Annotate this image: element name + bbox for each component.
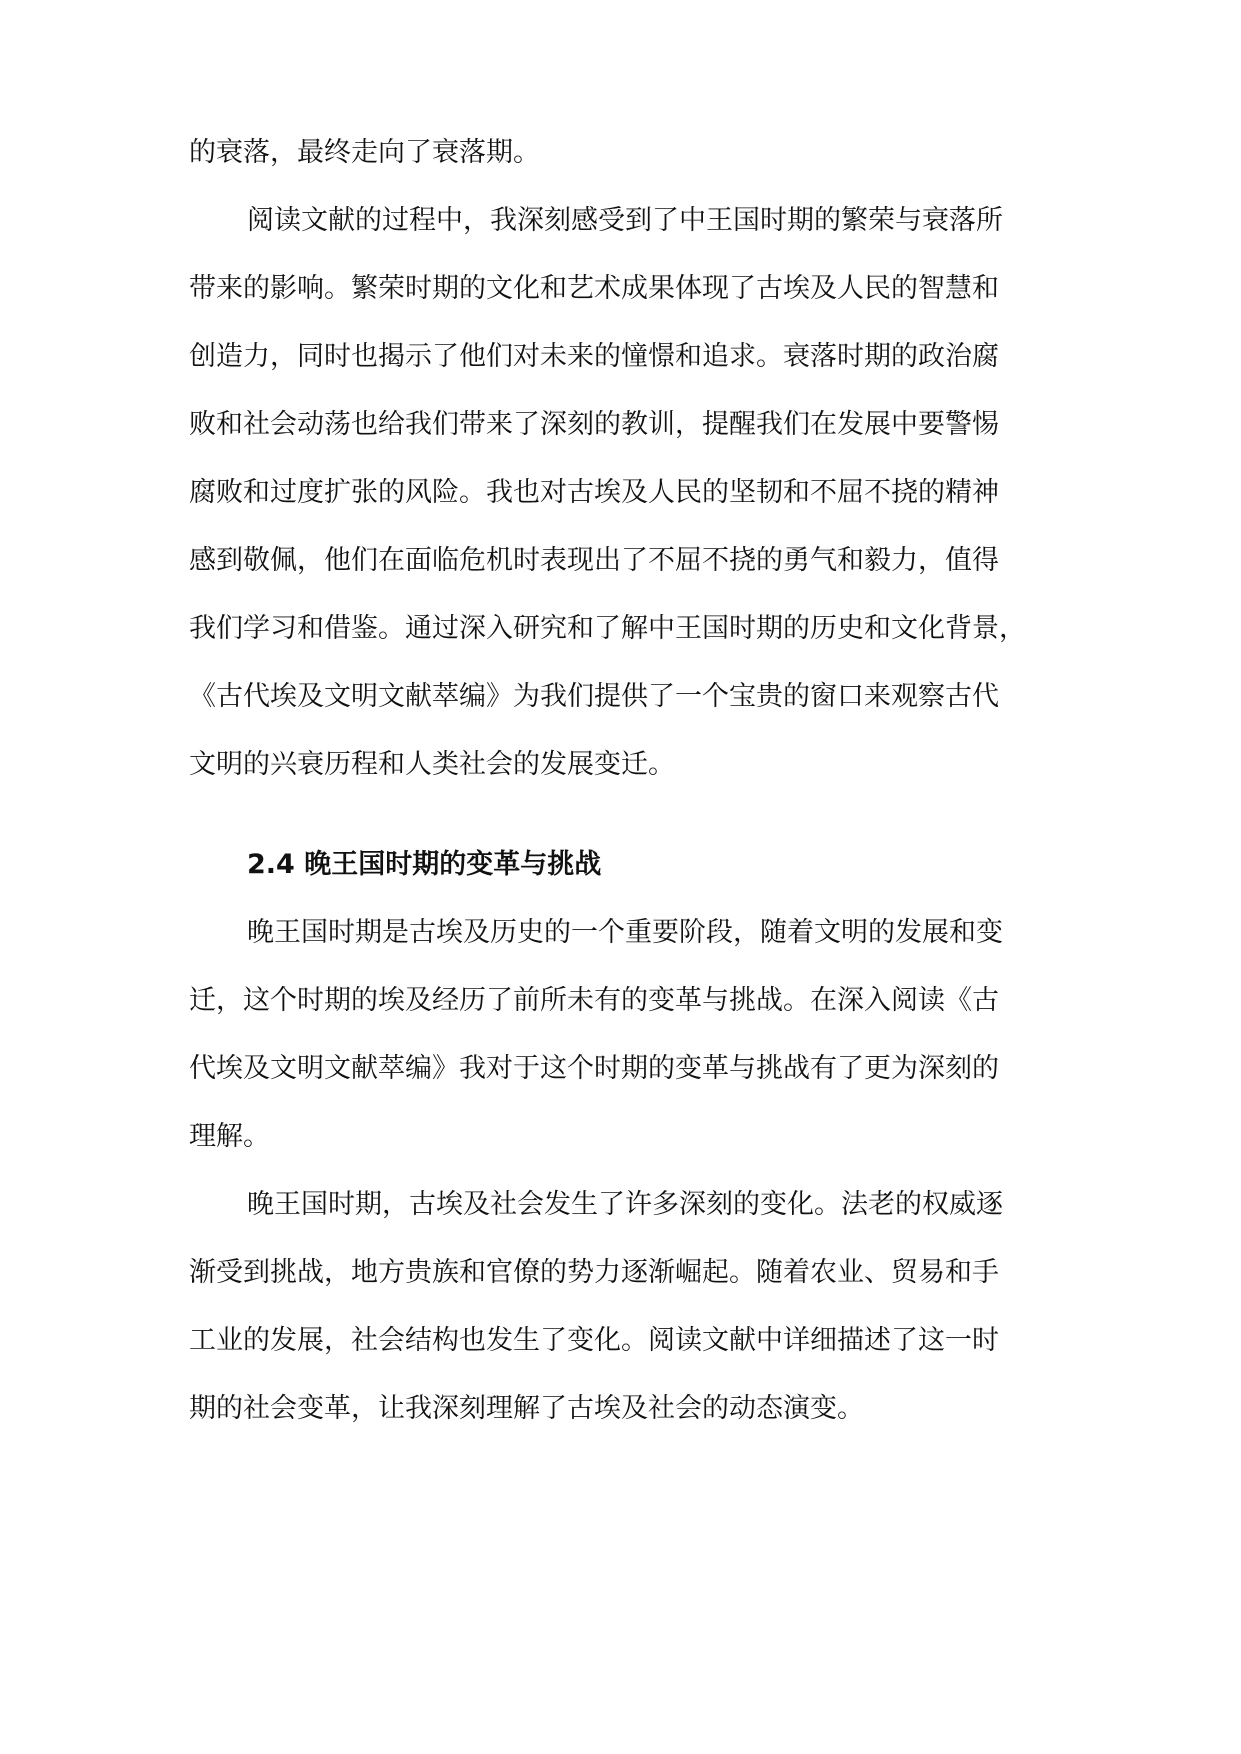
reflection-line-1: 阅读文献的过程中，我深刻感受到了中王国时期的繁荣与衰落所 [247,205,1003,236]
reflection-line-4: 败和社会动荡也给我们带来了深刻的教训，提醒我们在发展中要警惕 [189,409,999,440]
intro-line-1: 晚王国时期是古埃及历史的一个重要阶段，随着文明的发展和变 [247,917,1003,948]
reflection-line-3: 创造力，同时也揭示了他们对未来的憧憬和追求。衰落时期的政治腐 [189,341,999,372]
changes-line-2: 渐受到挑战，地方贵族和官僚的势力逐渐崛起。随着农业、贸易和手 [189,1257,999,1288]
continuation-line: 的衰落，最终走向了衰落期。 [189,137,540,168]
intro-line-2: 迁，这个时期的埃及经历了前所未有的变革与挑战。在深入阅读《古 [189,985,999,1016]
section-heading: 2.4 晚王国时期的变革与挑战 [247,849,602,880]
changes-line-4: 期的社会变革，让我深刻理解了古埃及社会的动态演变。 [189,1393,864,1424]
reflection-line-5: 腐败和过度扩张的风险。我也对古埃及人民的坚韧和不屈不挠的精神 [189,477,999,508]
changes-line-3: 工业的发展，社会结构也发生了变化。阅读文献中详细描述了这一时 [189,1325,999,1356]
intro-line-3: 代埃及文明文献萃编》我对于这个时期的变革与挑战有了更为深刻的 [189,1053,999,1084]
reflection-line-2: 带来的影响。繁荣时期的文化和艺术成果体现了古埃及人民的智慧和 [189,273,999,304]
intro-line-4: 理解。 [189,1121,270,1152]
reflection-line-9: 文明的兴衰历程和人类社会的发展变迁。 [189,749,675,780]
reflection-line-8: 《古代埃及文明文献萃编》为我们提供了一个宝贵的窗口来观察古代 [189,681,999,712]
reflection-line-6: 感到敬佩，他们在面临危机时表现出了不屈不挠的勇气和毅力，值得 [189,545,999,576]
changes-line-1: 晚王国时期，古埃及社会发生了许多深刻的变化。法老的权威逐 [247,1189,1003,1220]
reflection-line-7: 我们学习和借鉴。通过深入研究和了解中王国时期的历史和文化背景， [189,613,1026,644]
